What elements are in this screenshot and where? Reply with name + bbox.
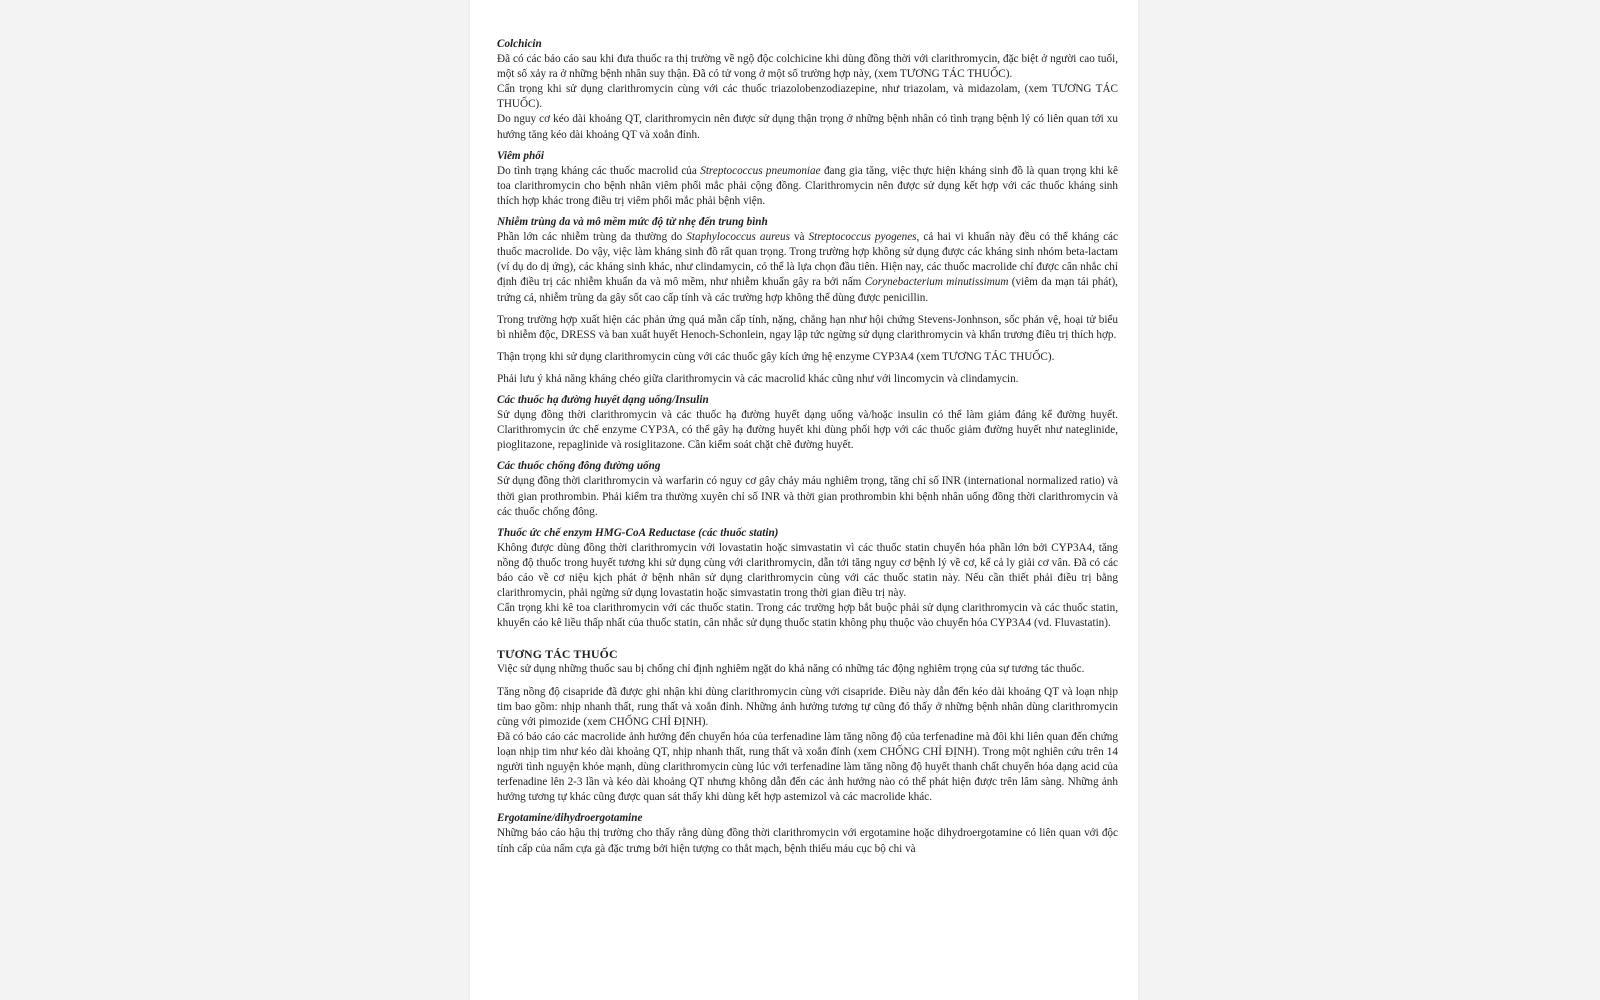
paragraph: Những báo cáo hậu thị trường cho thấy rằng dùng đồng thời clarithromycin với ergotamine hoặc dihydroergotamine có liên quan với độc tính cấp của nấm cựa gà đặc trưng bởi hiện tượng co thắt mạch, bệnh thiếu máu cục bộ chi và	[497, 827, 1118, 855]
text-run: (viêm da mạn tái phát), trứng cá, nhiễm trùng da gây sốt cao cấp tính và các trường hợp không thể dùng được penicillin.	[497, 276, 1118, 304]
paragraph: Không được dùng đồng thời clarithromycin với lovastatin hoặc simvastatin vì các thuốc statin chuyển hóa phần lớn bởi CYP3A4, tăng nồng độ thuốc trong huyết tương khi sử dụng cùng với clarithromycin, dẫn tới tăng nguy cơ bệnh lý về cơ, kể cả ly giải cơ vân. Đã có các báo cáo về cơ niệu kịch phát ở bệnh nhân sử dụng clarithromycin cùng với các thuốc statin này. Nếu cần thiết phải điều trị bằng clarithromycin, phải ngừng sử dụng lovastatin hoặc simvastatin trong thời gian điều trị này.	[497, 541, 1118, 600]
document-body	[497, 37, 1118, 863]
paragraph: Cẩn trọng khi sử dụng clarithromycin cùng với các thuốc triazolobenzodiazepine, như triazolam, và midazolam, (xem TƯƠNG TÁC THUỐC).	[497, 83, 1118, 111]
section-heading: Viêm phổi	[497, 149, 544, 162]
paragraph: Đã có các báo cáo sau khi đưa thuốc ra thị trường về ngộ độc colchicine khi dùng đồng thời với clarithromycin, đặc biệt ở người cao tuổi, một số xảy ra ở những bệnh nhân suy thận. Đã có tử vong ở một số trường hợp này, (xem TƯƠNG TÁC THUỐC).	[497, 53, 1118, 81]
paragraph: Tăng nồng độ cisapride đã được ghi nhận khi dùng clarithromycin cùng với cisapride. Điều này dẫn đến kéo dài khoảng QT và loạn nhịp tim bao gồm: nhịp nhanh thất, rung thất và xoắn đỉnh. Những ảnh hưởng tương tự cũng đó thấy ở những bệnh nhân dùng clarithromycin cùng với pimozide (xem CHỐNG CHỈ ĐỊNH).	[497, 685, 1118, 728]
section-ergotamine	[497, 811, 1118, 856]
species-name: Corynebacterium minutissimum	[864, 276, 1009, 289]
paragraph: Sử dụng đồng thời clarithromycin và warfarin có nguy cơ gây chảy máu nghiêm trọng, tăng chỉ số INR (international normalized ratio) và thời gian prothrombin. Phải kiểm tra thường xuyên chỉ số INR và thời gian prothrombin khi bệnh nhân uống đồng thời clarithromycin và các thuốc chống đông.	[497, 475, 1118, 518]
section-heading: Ergotamine/dihydroergotamine	[497, 812, 643, 825]
paragraph: Việc sử dụng những thuốc sau bị chống chỉ định nghiêm ngặt do khả năng có những tác động nghiêm trọng của sự tương tác thuốc.	[497, 663, 1085, 676]
paragraph	[497, 230, 1118, 305]
text-run: , cả hai vi khuẩn này đều có thể kháng các thuốc macrolide. Do vậy, việc làm kháng sinh đồ rất quan trọng. Trong trường hợp không sử dụng được các kháng sinh nhóm beta-lactam (ví dụ do dị ứng), các kháng sinh khác, như clindamycin, có thể là lựa chọn đầu tiên. Hiện nay, các thuốc macrolide chỉ được cân nhắc chỉ định điều trị các nhiễm khuẩn da và mô mềm, như nhiễm khuẩn gây ra bởi nấm	[497, 231, 1118, 289]
species-name: Staphylococcus aureus	[686, 231, 790, 244]
text-run: Do tình trạng kháng các thuốc macrolid của	[497, 164, 701, 177]
section-heading: Nhiễm trùng da và mô mềm mức độ từ nhẹ đến trung bình	[497, 216, 768, 229]
species-name: Streptococcus pyogenes	[808, 231, 917, 244]
section-colchicin	[497, 37, 1118, 143]
paragraph: Trong trường hợp xuất hiện các phản ứng quá mẫn cấp tính, nặng, chẳng hạn như hội chứng Stevens-Jonhnson, sốc phản vệ, hoại tử biểu bì nhiễm độc, DRESS và ban xuất huyết Henoch-Schonlein, ngay lập tức ngừng sử dụng clarithromycin và khẩn trương điều trị thích hợp.	[497, 313, 1118, 341]
document-page	[470, 0, 1138, 1000]
text-run: và	[789, 231, 809, 244]
paragraph: Cẩn trọng khi kê toa clarithromycin với các thuốc statin. Trong các trường hợp bắt buộc phải sử dụng clarithromycin và các thuốc statin, khuyến cáo kê liều thấp nhất của thuốc statin, cân nhắc sử dụng thuốc statin không phụ thuộc vào chuyển hóa CYP3A4 (vd. Fluvastatin).	[497, 602, 1118, 630]
section-heading: Thuốc ức chế enzym HMG-CoA Reductase (các thuốc statin)	[497, 526, 779, 539]
section-thuoc-ha-duong-huyet	[497, 393, 1118, 453]
paragraph: Do nguy cơ kéo dài khoảng QT, clarithromycin nên được sử dụng thận trọng ở những bệnh nhân có tình trạng bệnh lý có liên quan tới xu hướng tăng kéo dài khoảng QT và xoắn đỉnh.	[497, 113, 1118, 141]
paragraph	[497, 164, 1118, 209]
section-chong-dong	[497, 459, 1118, 519]
text-run: đang gia tăng, việc thực hiện kháng sinh đồ là quan trọng khi kê toa clarithromycin cho bệnh nhân viêm phổi mắc phải cộng đồng. Clarithromycin nên được sử dụng kết hợp với các thuốc kháng sinh thích hợp khác trong điều trị viêm phổi mắc phải bệnh viện.	[497, 164, 1118, 207]
section-tuong-tac-thuoc	[497, 647, 1118, 805]
paragraph: Sử dụng đồng thời clarithromycin và các thuốc hạ đường huyết dạng uống và/hoặc insulin có thể làm giảm đáng kể đường huyết. Clarithromycin ức chế enzyme CYP3A, có thể gây hạ đường huyết khi dùng phối hợp với các thuốc giảm đường huyết như nateglinide, pioglitazone, repaglinide và rosiglitazone. Cần kiểm soát chặt chẽ đường huyết.	[497, 409, 1118, 452]
section-heading: Colchicin	[497, 38, 542, 50]
paragraph: Phải lưu ý khả năng kháng chéo giữa clarithromycin và các macrolid khác cũng như với lincomycin và clindamycin.	[497, 372, 1019, 385]
text-run: Phần lớn các nhiễm trùng da thường do	[497, 231, 687, 244]
section-nhiem-trung-da	[497, 215, 1118, 387]
paragraph: Đã có báo cáo các macrolide ảnh hưởng đến chuyển hóa của terfenadine làm tăng nồng độ của terfenadine mà đôi khi liên quan đến chứng loạn nhịp tim như kéo dài khoảng QT, nhịp nhanh thất, rung thất và xoắn đỉnh (xem CHỐNG CHỈ ĐỊNH). Trong một nghiên cứu trên 14 người tình nguyện khỏe mạnh, dùng clarithromycin cùng lúc với terfenadine làm tăng nồng độ huyết thanh chất chuyển hóa dạng acid của terfenadine lên 2-3 lần và kéo dài khoảng QT nhưng không dẫn đến các ảnh hưởng nào có thể phát hiện được trên lâm sàng. Những ảnh hưởng tương tự khác cũng được quan sát thấy khi dùng kết hợp astemizol và các macrolide khác.	[497, 730, 1118, 804]
section-heading: TƯƠNG TÁC THUỐC	[497, 647, 618, 662]
section-heading: Các thuốc chống đông đường uống	[497, 460, 661, 473]
species-name: Streptococcus pneumoniae	[700, 164, 821, 177]
section-viem-phoi	[497, 149, 1118, 209]
section-statin	[497, 526, 1118, 632]
section-heading: Các thuốc hạ đường huyết dạng uống/Insulin	[497, 393, 709, 406]
section-spacer	[497, 637, 1118, 647]
paragraph: Thận trọng khi sử dụng clarithromycin cùng với các thuốc gây kích ứng hệ enzyme CYP3A4 (xem TƯƠNG TÁC THUỐC).	[497, 350, 1055, 363]
